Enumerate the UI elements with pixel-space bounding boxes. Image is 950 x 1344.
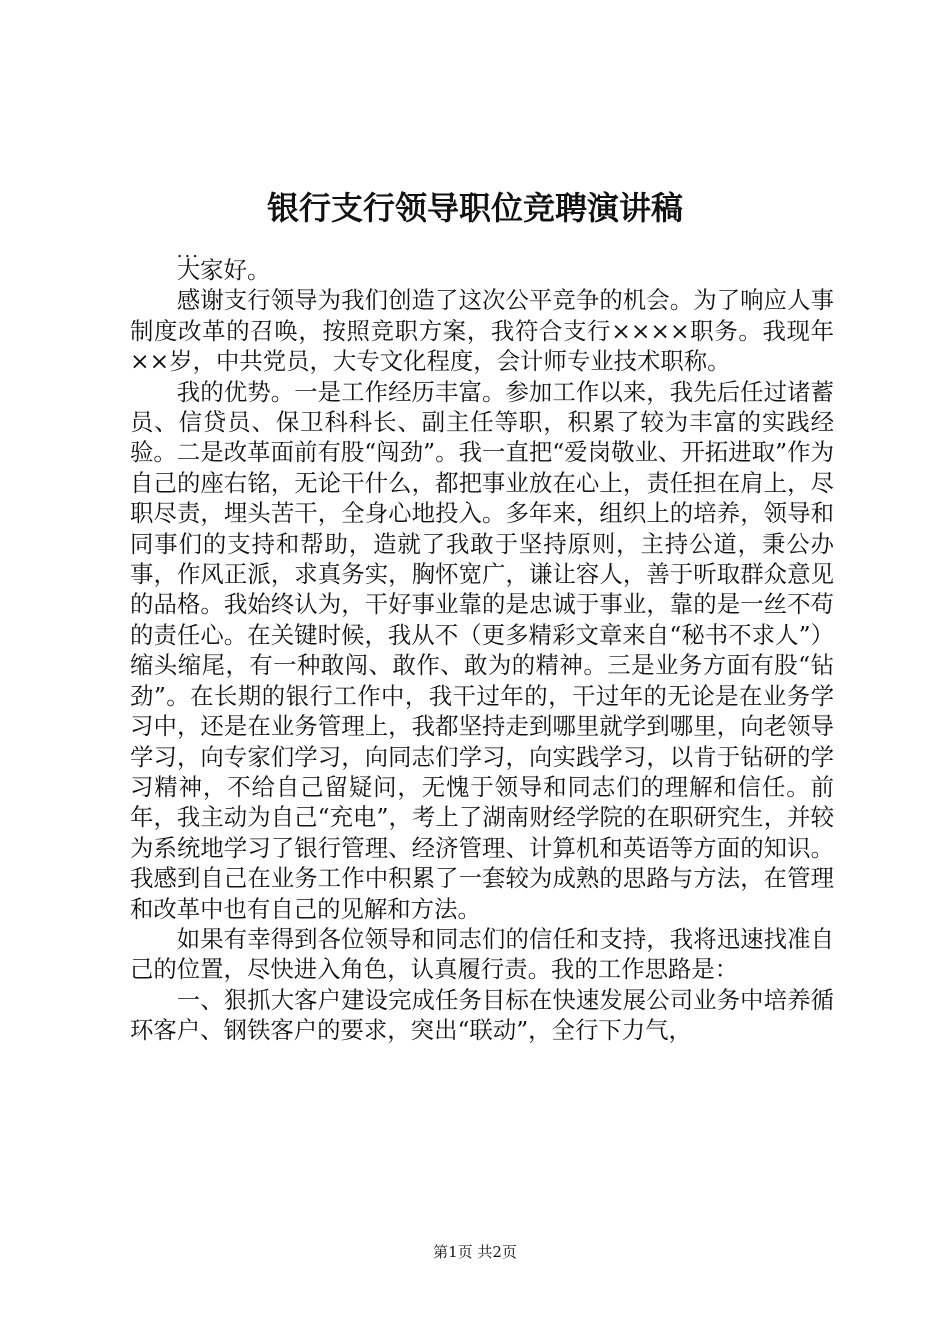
paragraph-greeting: 大家好。 [176,256,271,284]
document-body [130,238,834,1046]
paragraph-plan: 如果有幸得到各位领导和同志们的信任和支持，我将迅速找准自己的位置，尽快进入角色，认真履行责。我的工作思路是： [130,924,834,984]
document-title: 银行支行领导职位竞聘演讲稿 [266,189,683,227]
paragraph-intro: 感谢支行领导为我们创造了这次公平竞争的机会。为了响应人事制度改革的召唤，按照竞职方案，我符合支行××××职务。我现年××岁，中共党员，大专文化程度，会计师专业技术职称。 [130,286,834,376]
page-footer: 第1页 共2页 [433,1243,517,1261]
paragraph-point-one: 一、狠抓大客户建设完成任务目标在快速发展公司业务中培养循环客户、钢铁客户的要求，突出“联动”，全行下力气， [130,985,834,1045]
ellipsis: ... [176,241,200,262]
paragraph-strengths: 我的优势。一是工作经历丰富。参加工作以来，我先后任过诸蓄员、信贷员、保卫科科长、副主任等职，积累了较为丰富的实践经验。二是改革面前有股“闯劲”。我一直把“爱岗敬业、开拓进取”作为自己的座右铭，无论干什么，都把事业放在心上，责任担在肩上，尽职尽责，埋头苦干，全身心地投入。多年来，组织上的培养，领导和同事们的支持和帮助，造就了我敢于坚持原则，主持公道，秉公办事，作风正派，求真务实，胸怀宽广，谦让容人，善于听取群众意见的品格。我始终认为，干好事业靠的是忠诚于事业，靠的是一丝不苟的责任心。在关键时候，我从不（更多精彩文章来自“秘书不求人”）缩头缩尾，有一种敢闯、敢作、敢为的精神。三是业务方面有股“钻劲”。在长期的银行工作中，我干过年的，干过年的无论是在业务学习中，还是在业务管理上，我都坚持走到哪里就学到哪里，向老领导学习，向专家们学习，向同志们学习，向实践学习，以肯于钻研的学习精神，不给自己留疑问，无愧于领导和同志们的理解和信任。前年，我主动为自己“充电”，考上了湖南财经学院的在职研究生，并较为系统地学习了银行管理、经济管理、计算机和英语等方面的知识。我感到自己在业务工作中积累了一套较为成熟的思路与方法，在管理和改革中也有自己的见解和方法。 [130,377,834,923]
